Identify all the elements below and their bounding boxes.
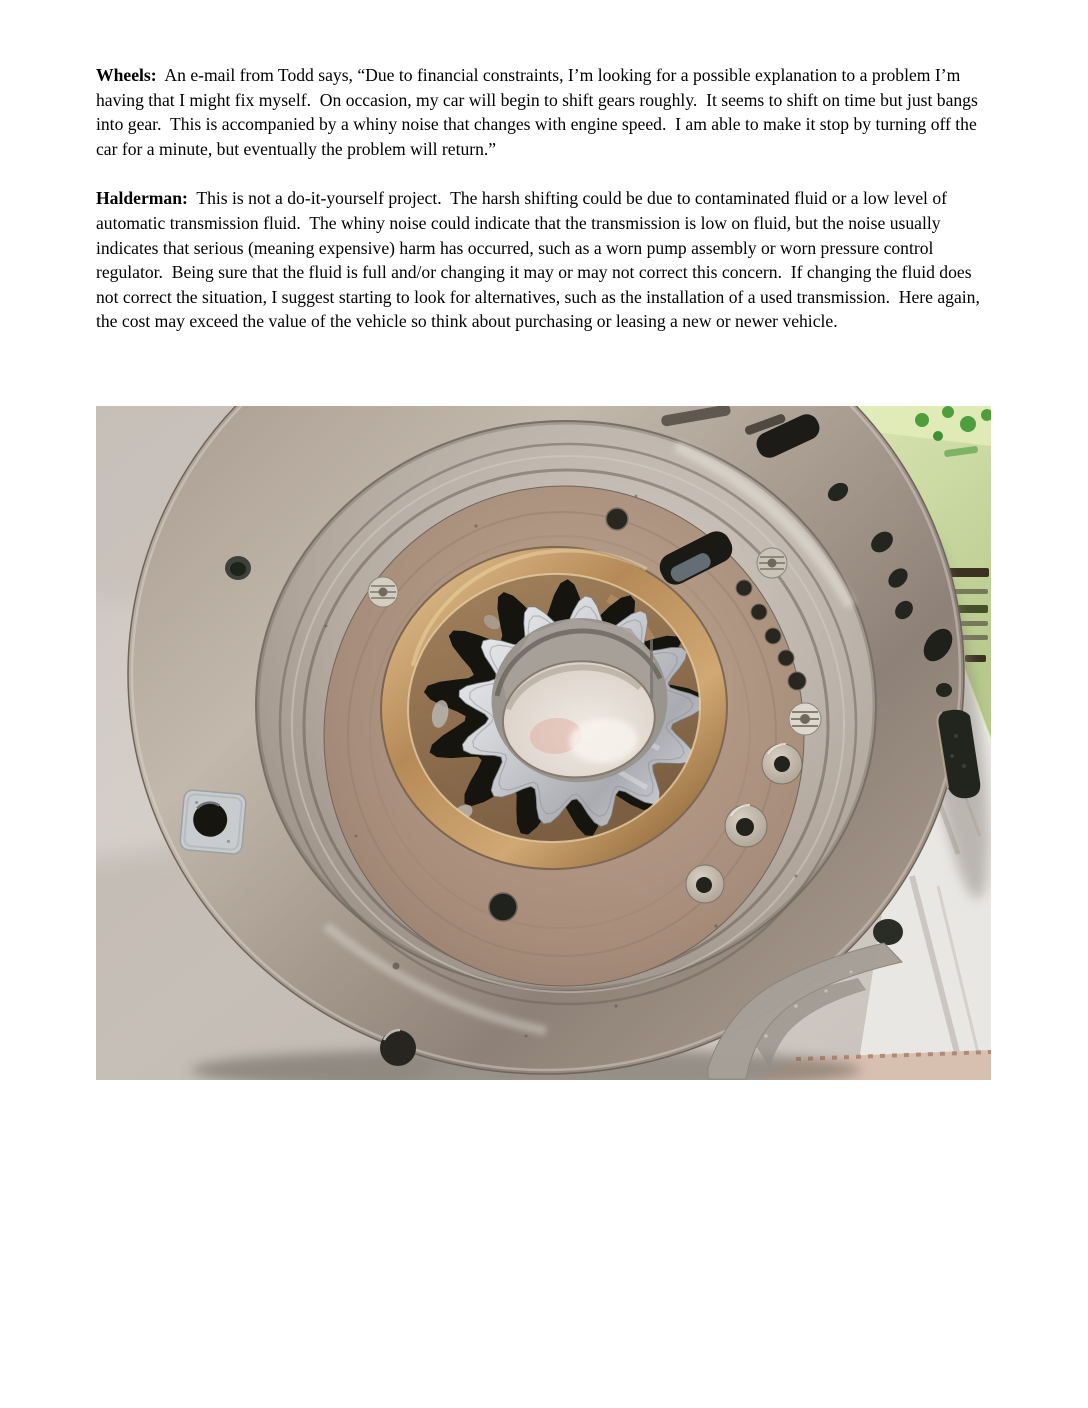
- threaded-hole-top: [757, 548, 787, 578]
- paragraph-wheels-label: Wheels:: [96, 65, 157, 85]
- countersunk-hole-1: [762, 744, 802, 784]
- bolt-hole-top: [606, 508, 628, 530]
- paragraph-halderman-label: Halderman:: [96, 188, 188, 209]
- paragraph-halderman-body: This is not a do-it-yourself project. The harsh shifting could be due to contaminated fluid or a low level of automatic transmission fluid. The whiny noise could indicate that the transmission is low on fluid, but the noise usually indicates that serious (meaning expensive) harm has occurred, such as a worn pump assembly or worn pressure control regulator. Being sure that the fluid is full and/or changing it may or may not correct this concern. If changing the fluid does not correct the situation, I suggest starting to look for alternatives, such as the installation of a used transmission. Here again, the cost may exceed the value of the vehicle so think about purchasing or leasing a new or newer vehicle.: [96, 188, 985, 332]
- article-text: [96, 63, 998, 334]
- threaded-hole-right: [789, 703, 821, 735]
- flange-hole-top-left: [225, 556, 251, 580]
- bolt-hole-bottom: [380, 1030, 416, 1066]
- square-pad-with-hole: [180, 789, 247, 854]
- bolt-hole-lower-mid: [489, 893, 517, 921]
- transmission-pump-photo: [96, 406, 991, 1080]
- countersunk-hole-2: [725, 805, 767, 847]
- paragraph-wheels: [96, 63, 998, 161]
- pump-photo-illustration: [96, 406, 991, 1080]
- threaded-hole-left: [368, 577, 398, 607]
- countersunk-hole-3: [686, 865, 724, 903]
- paragraph-halderman: [96, 186, 998, 334]
- paragraph-wheels-body: An e-mail from Todd says, “Due to financial constraints, I’m looking for a possible explanation to a problem I’m having that I might fix myself. On occasion, my car will begin to shift gears roughly. It seems to shift on time but just bangs into gear. This is accompanied by a whiny noise that changes with engine speed. I am able to make it stop by turning off the car for a minute, but eventually the problem will return.”: [96, 65, 983, 159]
